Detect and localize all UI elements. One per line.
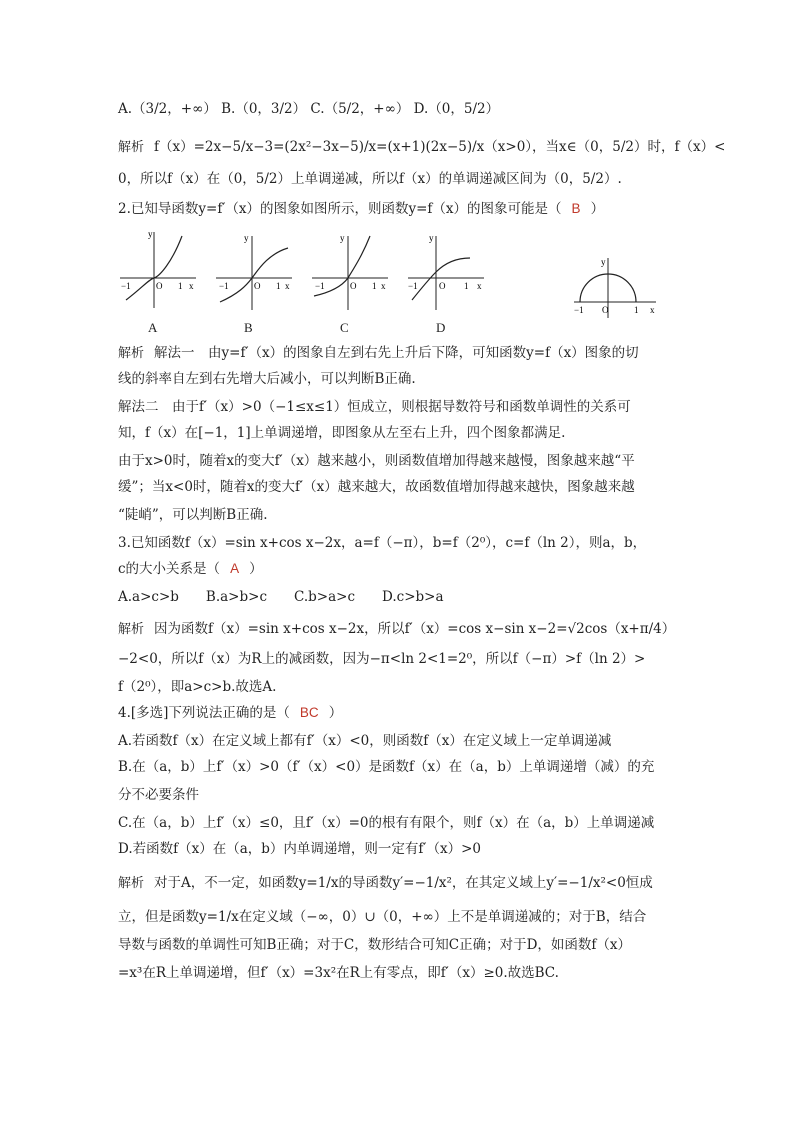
answer: BC	[299, 705, 319, 720]
x-label: x	[189, 281, 194, 291]
q2-analysis-7: “陡峭”，可以判断B正确.	[118, 507, 268, 523]
neg-one: −1	[574, 305, 584, 315]
answer: B	[571, 201, 581, 216]
y-label: y	[340, 233, 345, 243]
q3-stem-2	[118, 560, 263, 578]
q2-stem	[118, 200, 604, 218]
q2-analysis-4: 知，f（x）在[−1，1]上单调递增，即图象从左至右上升，四个图象都满足.	[118, 425, 566, 441]
y-label: y	[601, 257, 606, 267]
analysis-text: 对于A，不一定，如函数y=1/x的导函数y′=−1/x²，在其定义域上y′=−1/x²<0恒成	[154, 875, 653, 891]
analysis-tag: 解析	[118, 622, 145, 637]
one: 1	[464, 281, 469, 291]
one: 1	[276, 281, 281, 291]
analysis-tag: 解析	[118, 876, 145, 891]
q3-analysis-1	[118, 620, 675, 639]
origin: O	[350, 281, 357, 291]
q1-analysis-line1	[118, 138, 725, 157]
graph-a	[118, 228, 198, 310]
stem-close: ）	[590, 201, 605, 217]
origin: O	[156, 281, 163, 291]
q2-analysis-1	[118, 344, 639, 363]
q1-options: A.（3/2，+∞） B.（0，3/2） C.（5/2，+∞） D.（0，5/2）	[118, 101, 500, 117]
q2-analysis-5: 由于x>0时，随着x的变大f′（x）越来越小，则函数值增加得越来越慢，图象越来越“平	[118, 453, 635, 469]
analysis-tag: 解析	[118, 140, 145, 155]
q1-analysis-line2: 0，所以f（x）在（0，5/2）上单调递减，所以f（x）的单调递减区间为（0，5/2）.	[118, 171, 622, 187]
one: 1	[178, 281, 183, 291]
neg-one: −1	[121, 281, 131, 291]
origin: O	[254, 281, 261, 291]
stem-text: 4.[多选]下列说法正确的是（	[118, 705, 290, 721]
graph-label-c: C	[340, 320, 349, 335]
x-label: x	[477, 281, 482, 291]
neg-one: −1	[219, 281, 229, 291]
q3-analysis-3: f（2⁰），即a>c>b.故选A.	[118, 679, 277, 695]
graph-label-a: A	[148, 320, 158, 335]
analysis-tag: 解析	[118, 346, 145, 361]
q4-analysis-1	[118, 874, 653, 893]
stem-text: 2.已知导函数y=f′（x）的图象如图所示，则函数y=f（x）的图象可能是（	[118, 201, 562, 217]
graph-label-d: D	[436, 320, 446, 335]
q4-option-d: D.若函数f（x）在（a，b）内单调递增，则一定有f′（x）>0	[118, 841, 482, 857]
derivative-graph	[572, 256, 658, 320]
origin: O	[439, 281, 446, 291]
q4-option-c: C.在（a，b）上f′（x）≤0，且f′（x）=0的根有有限个，则f（x）在（a，b）上单调递减	[118, 815, 655, 831]
y-label: y	[429, 233, 434, 243]
answer: A	[230, 561, 240, 576]
q4-stem	[118, 704, 342, 722]
q4-analysis-3: 导数与函数的单调性可知B正确；对于C，数形结合可知C正确；对于D，如函数f（x）	[118, 937, 632, 953]
graph-c	[310, 232, 390, 312]
q4-option-a: A.若函数f（x）在定义域上都有f′（x）<0，则函数f（x）在定义域上一定单调递减	[118, 733, 612, 749]
y-label: y	[244, 233, 249, 243]
q4-analysis-4: =x³在R上单调递增，但f′（x）=3x²在R上有零点，即f′（x）≥0.故选BC.	[118, 965, 559, 981]
q4-analysis-2: 立，但是函数y=1/x在定义域（−∞，0）∪（0，+∞）上不是单调递减的；对于B，结合	[118, 909, 647, 925]
q2-analysis-2: 线的斜率自左到右先增大后减小，可以判断B正确.	[118, 371, 416, 387]
stem-close: ）	[328, 705, 343, 721]
q3-analysis-2: −2<0，所以f（x）为R上的减函数，因为−π<ln 2<1=2⁰，所以f（−π）>f（ln 2）>	[118, 651, 646, 667]
neg-one: −1	[408, 281, 418, 291]
q3-options: A.a>c>b B.a>b>c C.b>a>c D.c>b>a	[118, 589, 444, 605]
x-label: x	[285, 281, 290, 291]
q3-stem-1: 3.已知函数f（x）=sin x+cos x−2x，a=f（−π），b=f（2⁰），c=f（ln 2），则a，b，	[118, 535, 647, 551]
q2-analysis-3: 解法二 由于f′（x）>0（−1≤x≤1）恒成立，则根据导数符号和函数单调性的关系可	[118, 399, 631, 415]
one: 1	[634, 305, 639, 315]
analysis-text: 因为函数f（x）=sin x+cos x−2x，所以f′（x）=cos x−sin x−2=√2cos（x+π/4）	[154, 621, 676, 637]
neg-one: −1	[315, 281, 325, 291]
q2-analysis-6: 缓”；当x<0时，随着x的变大f′（x）越来越大，故函数值增加得越来越快，图象越来越	[118, 479, 635, 495]
graph-b	[214, 232, 294, 312]
q4-option-b-2: 分不必要条件	[118, 787, 199, 803]
graph-d	[406, 232, 486, 312]
graph-label-b: B	[244, 320, 253, 335]
stem-text: c的大小关系是（	[118, 561, 221, 577]
q4-option-b-1: B.在（a，b）上f′（x）>0（f′（x）<0）是函数f（x）在（a，b）上单调递增（减）的充	[118, 759, 655, 775]
analysis-text: 解法一 由y=f′（x）的图象自左到右先上升后下降，可知函数y=f（x）图象的切	[154, 345, 639, 361]
stem-close: ）	[249, 561, 263, 577]
one: 1	[372, 281, 377, 291]
x-label: x	[650, 305, 655, 315]
y-label: y	[148, 229, 153, 239]
origin: O	[602, 305, 609, 315]
x-label: x	[381, 281, 386, 291]
analysis-text: f（x）=2x−5/x−3=(2x²−3x−5)/x=(x+1)(2x−5)/x（x>0），当x∈（0，5/2）时，f（x）<	[154, 139, 726, 155]
